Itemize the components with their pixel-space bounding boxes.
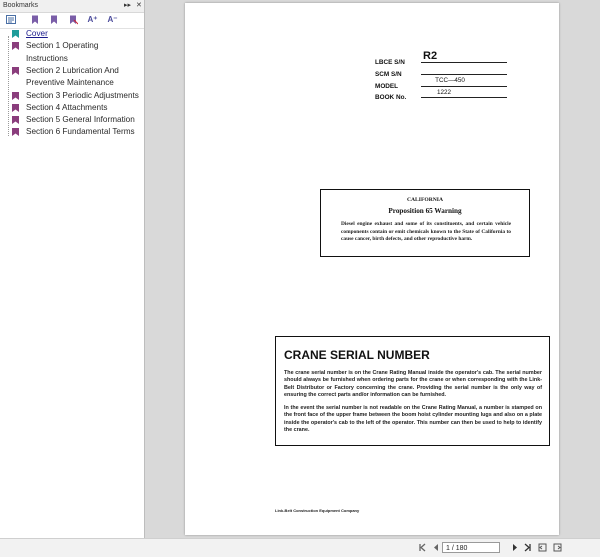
collapse-panel-icon[interactable]: ▸▸ (124, 2, 132, 9)
bookmarks-panel (0, 0, 145, 538)
crane-serial-number-title: CRANE SERIAL NUMBER (284, 348, 430, 362)
bookmark-label: Cover (26, 29, 48, 38)
document-page (185, 3, 559, 535)
field-value-lbce-sn: R2 (423, 50, 438, 62)
bookmark-label: Section 6 Fundamental Terms (26, 127, 135, 137)
bookmark-icon (12, 42, 19, 50)
page-footer-company: Link-Belt Construction Equipment Company (275, 508, 360, 513)
bookmark-label-line: Preventive Maintenance (26, 78, 114, 88)
bookmark-label (26, 65, 146, 90)
bookmarks-panel-title: Bookmarks (3, 2, 39, 9)
field-label-scm-sn: SCM S/N (375, 71, 402, 78)
page-navigation-bar (0, 538, 600, 557)
bookmark-label: Section 4 Attachments (26, 102, 108, 112)
bookmarks-toolbar (0, 13, 144, 29)
prop65-body-text: Diesel engine exhaust and some of its constituents, and certain vehicle components contain or emit chemicals known to the State of California to cause cancer, birth defects, and other reproductive harm. (341, 221, 511, 243)
field-label-model: MODEL (375, 83, 399, 90)
bookmark-icon (12, 116, 19, 124)
bookmark-expand-icon[interactable] (29, 14, 42, 26)
text-larger-icon[interactable]: A⁺ (87, 15, 98, 24)
close-panel-icon[interactable]: ✕ (136, 2, 142, 9)
prop65-warning-box (320, 189, 530, 257)
bookmark-icon (12, 30, 19, 38)
bookmark-label (26, 40, 146, 65)
field-value-model: TCC—450 (435, 77, 465, 84)
bookmark-label: Section 3 Periodic Adjustments (26, 90, 139, 100)
page-number-input[interactable]: 1 / 180 (442, 542, 500, 553)
field-label-book-no: BOOK No. (375, 94, 407, 101)
bookmark-icon (12, 67, 19, 75)
bookmark-new-icon[interactable] (48, 14, 61, 26)
field-underline (421, 86, 507, 87)
field-underline (421, 62, 507, 63)
previous-view-icon[interactable] (538, 542, 548, 553)
prop65-heading-title: Proposition 65 Warning (388, 207, 462, 215)
bookmark-icon (12, 128, 19, 136)
document-viewport[interactable] (145, 0, 600, 538)
prop65-heading-state: CALIFORNIA (406, 197, 444, 203)
bookmark-label-line: Section 2 Lubrication And (26, 65, 119, 75)
field-underline (421, 74, 507, 75)
crane-serial-number-box (275, 336, 550, 446)
tree-connector (8, 36, 9, 136)
bookmark-icon (12, 92, 19, 100)
bookmark-label: Section 5 General Information (26, 115, 135, 125)
options-menu-icon[interactable] (4, 14, 17, 26)
next-view-icon[interactable] (552, 542, 562, 553)
last-page-icon[interactable] (522, 542, 532, 553)
text-smaller-icon[interactable]: A⁻ (107, 15, 118, 24)
next-page-icon[interactable] (510, 542, 520, 553)
field-label-lbce-sn: LBCE S/N (375, 59, 405, 66)
bookmark-icon (12, 104, 19, 112)
crane-serial-number-paragraph-2: In the event the serial number is not readable on the Crane Rating Manual, a number is stamped on the front face of the upper frame between the boom hoist cylinder mounting lugs and also on a plate inside the operator's cab to the left of the operator. This number can then be used to help to identify the crane. (284, 405, 542, 434)
bookmark-delete-icon[interactable] (67, 14, 80, 26)
field-value-book-no: 1222 (436, 89, 451, 96)
crane-serial-number-paragraph-1: The crane serial number is on the Crane Rating Manual inside the operator's cab. The serial number should always be furnished when ordering parts for the crane or when corresponding with the Link-Belt Distributor or Factory concerning the crane. Providing the serial number is the only way of ensuring the correct parts and/or information can be furnished. (284, 370, 542, 399)
previous-page-icon[interactable] (431, 542, 441, 553)
bookmark-label-line: Instructions (26, 53, 68, 63)
field-underline (421, 97, 507, 98)
bookmarks-panel-header (0, 0, 144, 13)
first-page-icon[interactable] (418, 542, 428, 553)
bookmark-label-line: Section 1 Operating (26, 41, 99, 51)
